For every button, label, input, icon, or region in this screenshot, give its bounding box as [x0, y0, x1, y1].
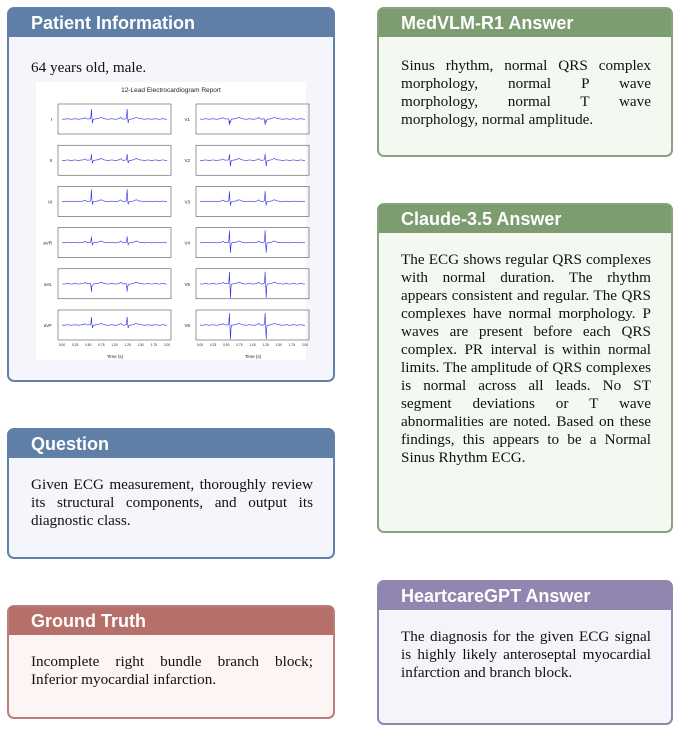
- ecg-trace-I: [62, 109, 167, 123]
- ecg-lead-label: V2: [184, 158, 190, 164]
- ecg-tick-label: 0.00: [58, 343, 66, 347]
- ecg-report-image: [36, 82, 309, 360]
- ecg-lead-label: I: [50, 117, 52, 122]
- claude-answer-title: Claude-3.5 Answer: [379, 205, 671, 233]
- ground-truth-title: Ground Truth: [9, 607, 333, 635]
- ecg-lead-label: V6: [184, 323, 190, 328]
- ecg-tick-label: 1.00: [249, 343, 256, 347]
- ecg-tick-label: 0.25: [72, 343, 79, 347]
- ecg-trace-III: [62, 189, 167, 204]
- ecg-trace-V1: [200, 117, 305, 125]
- ecg-tick-label: 1.75: [288, 343, 295, 347]
- heartcare-answer-title: HeartcareGPT Answer: [379, 582, 671, 610]
- question-card: [7, 428, 335, 559]
- ecg-tick-label: 1.50: [275, 343, 282, 347]
- ecg-lead-label: V4: [184, 240, 190, 246]
- ecg-tick-label: 1.50: [137, 343, 144, 347]
- ecg-tick-label: 1.25: [124, 343, 131, 347]
- ecg-xlabel-right: Time (s): [244, 354, 262, 359]
- ecg-lead-label: V1: [184, 117, 190, 122]
- ecg-trace-V4: [200, 230, 305, 252]
- ecg-trace-V6: [200, 313, 305, 339]
- ecg-lead-label: V5: [184, 281, 190, 287]
- ecg-tick-label: 0.00: [196, 343, 204, 347]
- ecg-trace-V2: [200, 154, 305, 166]
- ecg-tick-label: 1.75: [150, 343, 157, 347]
- patient-info-title: Patient Information: [9, 9, 333, 37]
- ecg-tick-label: 0.50: [223, 343, 230, 347]
- claude-answer-card: [377, 203, 673, 533]
- ecg-lead-label: II: [49, 158, 52, 164]
- ecg-trace-II: [62, 154, 167, 163]
- medvlm-answer-text: Sinus rhythm, normal QRS complex morphology, normal P wave morphology, normal T wave morphology, normal amplitude.: [401, 57, 651, 128]
- ecg-tick-label: 1.25: [262, 343, 269, 347]
- ecg-trace-V5: [200, 272, 305, 298]
- ecg-tick-label: 2.00: [163, 343, 171, 347]
- ecg-trace-aVF: [62, 317, 167, 328]
- ecg-lead-label: aVL: [43, 281, 52, 287]
- ground-truth-card: [7, 605, 335, 719]
- ecg-lead-label: V3: [184, 199, 190, 205]
- medvlm-answer-card: [377, 7, 673, 157]
- ecg-trace-aVL: [62, 282, 167, 292]
- question-text: Given ECG measurement, thoroughly review its structural components, and output its diagnostic class.: [31, 476, 313, 529]
- ecg-tick-label: 2.00: [301, 343, 309, 347]
- ecg-xlabel-left: Time (s): [106, 354, 124, 359]
- ecg-trace-aVR: [62, 236, 167, 244]
- ecg-tick-label: 0.75: [98, 343, 105, 347]
- ecg-title: 12-Lead Electrocardiogram Report: [121, 87, 221, 94]
- question-title: Question: [9, 430, 333, 458]
- patient-info-text: 64 years old, male.: [31, 59, 147, 76]
- ecg-lead-label: III: [48, 199, 52, 205]
- medvlm-answer-title: MedVLM-R1 Answer: [379, 9, 671, 37]
- ecg-lead-label: aVR: [43, 240, 52, 246]
- heartcare-answer-text: The diagnosis for the given ECG signal is highly likely anteroseptal myocardial infarction and branch block.: [401, 628, 651, 681]
- ecg-tick-label: 0.25: [210, 343, 217, 347]
- ecg-tick-label: 0.75: [236, 343, 243, 347]
- claude-answer-text: The ECG shows regular QRS complexes with normal duration. The rhythm appears consistent and regular. The QRS complexes have normal morphology. P waves are present before each QRS complex. PR interval is within normal limits. The amplitude of QRS complexes is normal across all leads. No ST segment deviations or T wave abnormalities are noted. Based on these findings, this appears to be a Normal Sinus Rhythm ECG.: [401, 251, 651, 466]
- ground-truth-text: Incomplete right bundle branch block; Inferior myocardial infarction.: [31, 653, 313, 688]
- ecg-tick-label: 0.50: [85, 343, 92, 347]
- ecg-lead-label: aVF: [43, 323, 52, 328]
- ecg-tick-label: 1.00: [111, 343, 118, 347]
- heartcare-answer-card: [377, 580, 673, 725]
- ecg-trace-V3: [200, 191, 305, 205]
